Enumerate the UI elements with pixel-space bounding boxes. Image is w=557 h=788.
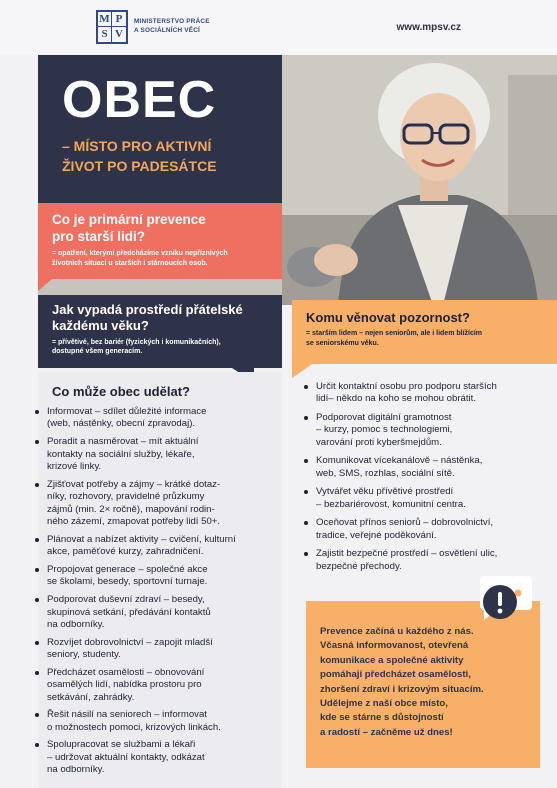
primary-prevention-text: = opatření, kterými předcházíme vzniku nepříznivých životních situací u starších i stárnoucích osob. [52, 249, 228, 267]
mpsv-logo [96, 10, 210, 44]
list-item-line: Řešit násilí na seniorech – informovat [47, 709, 207, 721]
list-item [35, 436, 280, 473]
list-item-line: lidí– někdo na koho se mohou obrátit. [316, 393, 477, 405]
callout-line: komunikace a společné aktivity [320, 654, 464, 666]
list-item [304, 517, 539, 542]
primary-prevention-box [38, 203, 282, 279]
right-action-list [304, 381, 539, 579]
list-item-line: níky, rozhovory, pravidelné průzkumy [47, 491, 205, 503]
list-item-line: Podporovat digitální gramotnost [316, 411, 452, 423]
list-item [304, 381, 539, 406]
list-item [304, 548, 539, 573]
primary-prevention-heading: Co je primární prevence pro starší lidi? [52, 212, 206, 244]
list-item-line: se školami, besedy, sportovní turnaje. [47, 576, 208, 588]
callout-box [306, 601, 540, 768]
list-item-line: Propojovat generace – společné akce [47, 563, 208, 575]
list-item-line: – kurzy, pomoc s technologiemi, [316, 424, 453, 436]
page-title: OBEC [62, 71, 217, 129]
list-item-line: seniory, studenty. [47, 649, 121, 661]
list-item-line: Rozvíjet dobrovolnictví – zapojit mladší [47, 636, 213, 648]
list-item-line: akce, paměťové kurzy, zahradničení. [47, 546, 204, 558]
callout-line: pomáhají předcházet osamělosti, [320, 669, 471, 681]
list-item [304, 412, 539, 449]
list-item-line: krizové linky. [47, 461, 102, 473]
attention-heading: Komu věnovat pozornost? [306, 310, 470, 325]
left-action-list [35, 406, 280, 782]
list-item [304, 486, 539, 511]
left-column-heading: Co může obec udělat? [52, 384, 190, 399]
page-subtitle: – MÍSTO PRO AKTIVNÍ ŽIVOT PO PADESÁTCE [62, 138, 217, 175]
list-item-line: zájmů (min. 2× ročně), mapování rodin- [47, 503, 215, 515]
list-item-line: Zjišťovat potřeby a zájmy – krátké dotaz- [47, 478, 221, 490]
callout-line: a radostí – začněme už dnes! [320, 726, 453, 738]
list-item [35, 479, 280, 529]
list-item-line: tradice, veřejné poděkování. [316, 529, 437, 541]
list-item-line: Informovat – sdílet důležité informace [47, 406, 207, 417]
friendly-environment-text: = přívětivé, bez bariér (fyzických i komunikačních), dostupné všem generacím. [52, 338, 221, 356]
friendly-environment-heading: Jak vypadá prostředí přátelské každému věku? [52, 302, 243, 334]
list-item-line: – bezbariérovost, komunitní centra. [316, 498, 466, 510]
mpsv-logo-mark: M P S V [96, 10, 128, 44]
callout-line: kde se stárne s důstojností [320, 712, 444, 724]
callout-line: zhoršení zdraví i krizovým situacím. [320, 683, 484, 695]
website-url: www.mpsv.cz [396, 22, 461, 33]
list-item-line: na odborníky. [47, 618, 105, 630]
list-item [35, 594, 280, 631]
friendly-environment-box [38, 295, 282, 368]
list-item-line: varování proti kyberšmejdům. [316, 436, 442, 448]
list-item [35, 739, 280, 776]
list-item-line: Zajistit bezpečné prostředí – osvětlení ulic, [316, 548, 498, 560]
page-header [0, 0, 557, 55]
list-item-line: kontakty na sociální služby, lékaře, [47, 448, 195, 460]
list-item [35, 709, 280, 734]
orange-box-tail [292, 364, 312, 378]
list-item-line: skupinová setkání, předávání kontaktů [47, 606, 211, 618]
attention-text: = starším lidem – nejen seniorům, ale i lidem blížícím se seniorskému věku. [306, 330, 483, 348]
list-item-line: o možnostech pomoci, krizových linkách. [47, 721, 221, 733]
list-item-line: bezpečné přechody. [316, 560, 402, 572]
list-item [35, 534, 280, 559]
list-item [35, 406, 280, 431]
list-item-line: Předcházet osamělosti – obnovování [47, 666, 205, 678]
list-item-line: Plánovat a nabízet aktivity – cvičení, kulturní [47, 533, 236, 545]
ministry-name: MINISTERSTVO PRÁCE A SOCIÁLNÍCH VĚCÍ [134, 18, 210, 34]
callout-line: Včasná informovanost, otevřená [320, 640, 469, 652]
list-item [35, 637, 280, 662]
list-item-line: Určit kontaktní osobu pro podporu starších [316, 381, 497, 392]
list-item-line: Vytvářet věku přívětivé prostředí [316, 486, 454, 498]
callout-text [320, 625, 528, 740]
list-item-line: web, SMS, rozhlas, sociální sítě. [316, 467, 455, 479]
attention-box [292, 300, 557, 364]
list-item-line: Podporovat duševní zdraví – besedy, [47, 594, 205, 606]
exclamation-icon [482, 584, 518, 620]
list-item [35, 564, 280, 589]
callout-line: Prevence začíná u každého z nás. [320, 626, 474, 637]
list-item-line: – udržovat aktuální kontakty, odkázat [47, 751, 205, 763]
coral-box-tail [38, 279, 52, 291]
list-item-line: na odborníky. [47, 764, 105, 776]
list-item-line: Spolupracovat se službami a lékaři [47, 739, 196, 751]
list-item-line: setkávání, zahrádky. [47, 691, 135, 703]
list-item-line: ného zázemí, zmapovat potřeby lidí 50+. [47, 516, 221, 528]
list-item-line: osamělých lidí, nabídka prostoru pro [47, 679, 202, 691]
list-item-line: Oceňovat přínos seniorů – dobrovolnictví, [316, 517, 494, 529]
list-item [304, 455, 539, 480]
callout-line: Udělejme z naší obce místo, [320, 697, 448, 709]
list-item-line: (web, nástěnky, obecní zpravodaj). [47, 418, 196, 430]
list-item [35, 667, 280, 704]
list-item-line: Poradit a nasměrovat – mít aktuální [47, 436, 199, 448]
list-item-line: Komunikovat vícekanálově – nástěnka, [316, 455, 483, 467]
